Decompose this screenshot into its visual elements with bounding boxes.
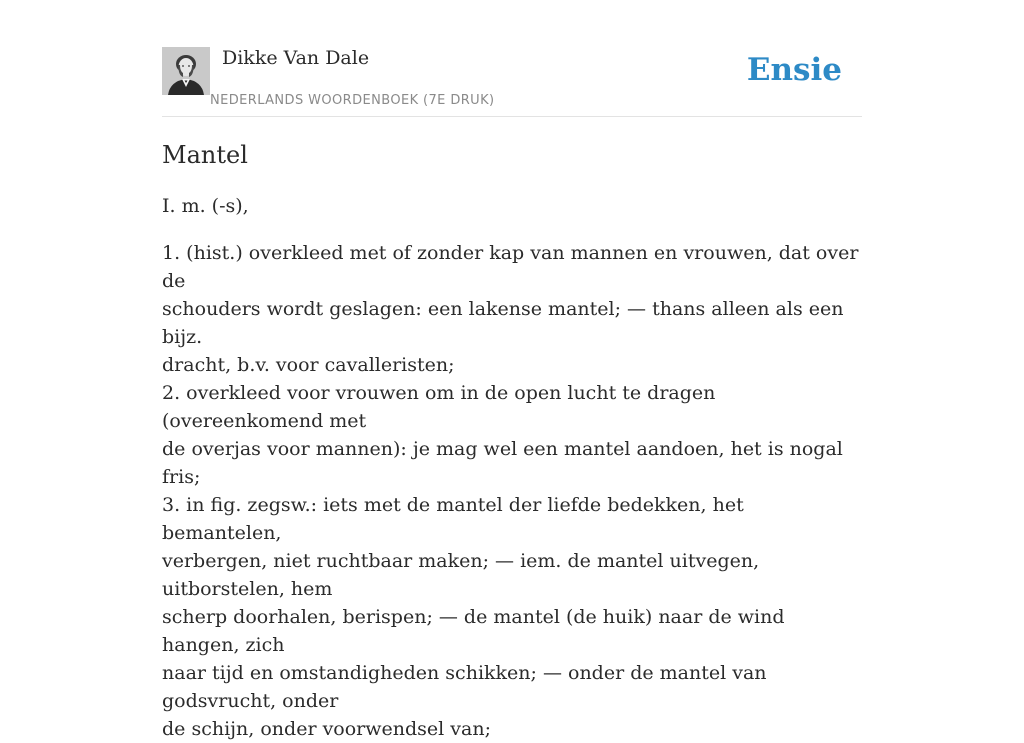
source-label: NEDERLANDS WOORDENBOEK (7E DRUK): [210, 93, 495, 108]
entry-title: Mantel: [162, 141, 248, 169]
page-container: [162, 0, 862, 740]
definition-line: 1. (hist.) overkleed met of zonder kap van mannen en vrouwen, dat over de: [162, 242, 859, 292]
author-avatar-icon[interactable]: [162, 47, 210, 95]
definition-line: verbergen, niet ruchtbaar maken; — iem. de mantel uitvegen, uitborstelen, hem: [162, 550, 760, 600]
entry-grammar: I. m. (-s),: [162, 195, 249, 217]
definition-line: dracht, b.v. voor cavalleristen;: [162, 354, 455, 376]
definition-line: schouders wordt geslagen: een lakense mantel; — thans alleen als een bijz.: [162, 298, 844, 348]
author-name-link[interactable]: Dikke Van Dale: [222, 47, 370, 69]
entry-definition: [162, 239, 862, 743]
definition-line: de schijn, onder voorwendsel van;: [162, 718, 491, 740]
definition-line: de overjas voor mannen): je mag wel een mantel aandoen, het is nogal fris;: [162, 438, 843, 488]
author-header: [162, 0, 862, 117]
portrait-avatar: [162, 47, 210, 95]
definition-line: 3. in fig. zegsw.: iets met de mantel der liefde bedekken, het bemantelen,: [162, 494, 744, 544]
definition-line: 2. overkleed voor vrouwen om in de open lucht te dragen (overeenkomend met: [162, 382, 716, 432]
definition-line: scherp doorhalen, berispen; — de mantel (de huik) naar de wind hangen, zich: [162, 606, 785, 656]
brand-logo-link[interactable]: Ensie: [746, 52, 842, 88]
definition-line: naar tijd en omstandigheden schikken; — onder de mantel van godsvrucht, onder: [162, 662, 767, 712]
